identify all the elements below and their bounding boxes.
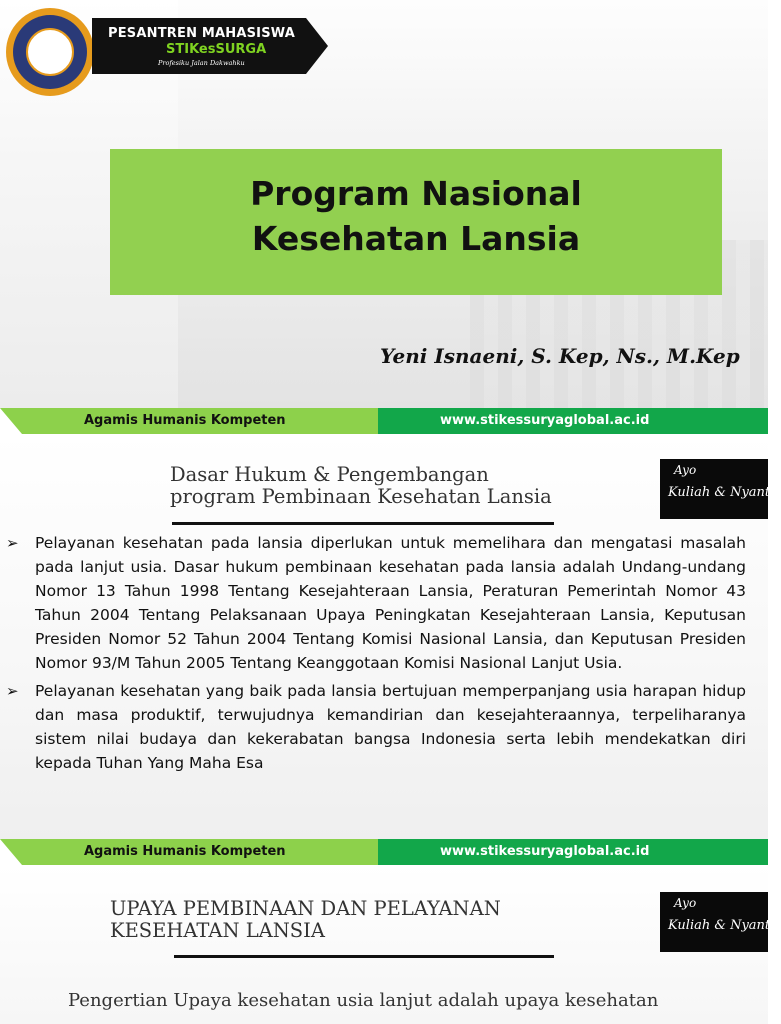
footer-bar [0, 408, 768, 434]
banner-subtitle: STIKesSURGA [166, 42, 267, 57]
arrow-bullet-icon: ➢ [6, 682, 19, 700]
banner-tagline: Profesiku Jalan Dakwahku [158, 59, 245, 67]
badge-line-2: Kuliah & Nyantri [668, 485, 781, 500]
heading-line-2: program Pembinaan Kesehatan Lansia [170, 485, 552, 508]
slide-heading [170, 464, 552, 508]
bullet-text: Pelayanan kesehatan yang baik pada lansia bertujuan memperpanjang usia harapan hidup dan masa produktif, terwujudnya kemandirian dan kesejahteraannya, terpeliharanya sistem nilai budaya dan kekerabatan bangsa Indonesia serta lebih mendekatkan diri kepada Tuhan Yang Maha Esa [35, 682, 746, 772]
badge-line-2: Kuliah & Nyantri [668, 918, 781, 933]
bullet-text: Pelayanan kesehatan pada lansia diperlukan untuk memelihara dan mengatasi masalah pada lanjut usia. Dasar hukum pembinaan kesehatan pada lansia adalah Undang-undang Nomor 13 Tahun 1998 Tentang Kesejahteraan Lansia, Peraturan Pemerintah Nomor 43 Tahun 2004 Tentang Pelaksanaan Upaya Peningkatan Kesejahteraan Lansia, Keputusan Presiden Nomor 52 Tahun 2004 Tentang Komisi Nasional Lansia, dan Keputusan Presiden Nomor 93/M Tahun 2005 Tentang Keanggotaan Komisi Nasional Lanjut Usia. [35, 534, 746, 672]
list-item [6, 679, 746, 775]
footer-website: www.stikessuryaglobal.ac.id [440, 844, 650, 859]
arrow-bullet-icon: ➢ [6, 534, 19, 552]
badge-line-1: Ayo [674, 896, 697, 910]
kuliah-nyantri-badge [660, 459, 781, 519]
footer-motto: Agamis Humanis Kompeten [84, 413, 286, 428]
heading-line-2: KESEHATAN LANSIA [110, 919, 325, 942]
program-slide [0, 865, 781, 1024]
title-slide [0, 0, 768, 408]
heading-underline [172, 522, 554, 525]
slide-heading [110, 898, 501, 942]
slide-title [110, 171, 722, 261]
stikes-logo-icon [6, 8, 94, 96]
title-line-2: Kesehatan Lansia [251, 219, 581, 258]
banner-title: PESANTREN MAHASISWA [108, 26, 295, 41]
title-line-1: Program Nasional [250, 174, 582, 213]
author-name: Yeni Isnaeni, S. Kep, Ns., M.Kep [380, 344, 740, 368]
footer-website: www.stikessuryaglobal.ac.id [440, 413, 650, 428]
institution-banner [92, 18, 328, 74]
heading-line-1: Dasar Hukum & Pengembangan [170, 463, 489, 486]
list-item [6, 531, 746, 675]
kuliah-nyantri-badge [660, 892, 781, 952]
legal-basis-slide [0, 434, 781, 839]
footer-motto: Agamis Humanis Kompeten [84, 844, 286, 859]
bullet-list [6, 531, 746, 779]
heading-line-1: UPAYA PEMBINAAN DAN PELAYANAN [110, 897, 501, 920]
paragraph-text: Pengertian Upaya kesehatan usia lanjut adalah upaya kesehatan [68, 990, 659, 1011]
heading-underline [174, 955, 554, 958]
title-box [110, 149, 722, 295]
footer-bar [0, 839, 768, 865]
badge-line-1: Ayo [674, 463, 697, 477]
